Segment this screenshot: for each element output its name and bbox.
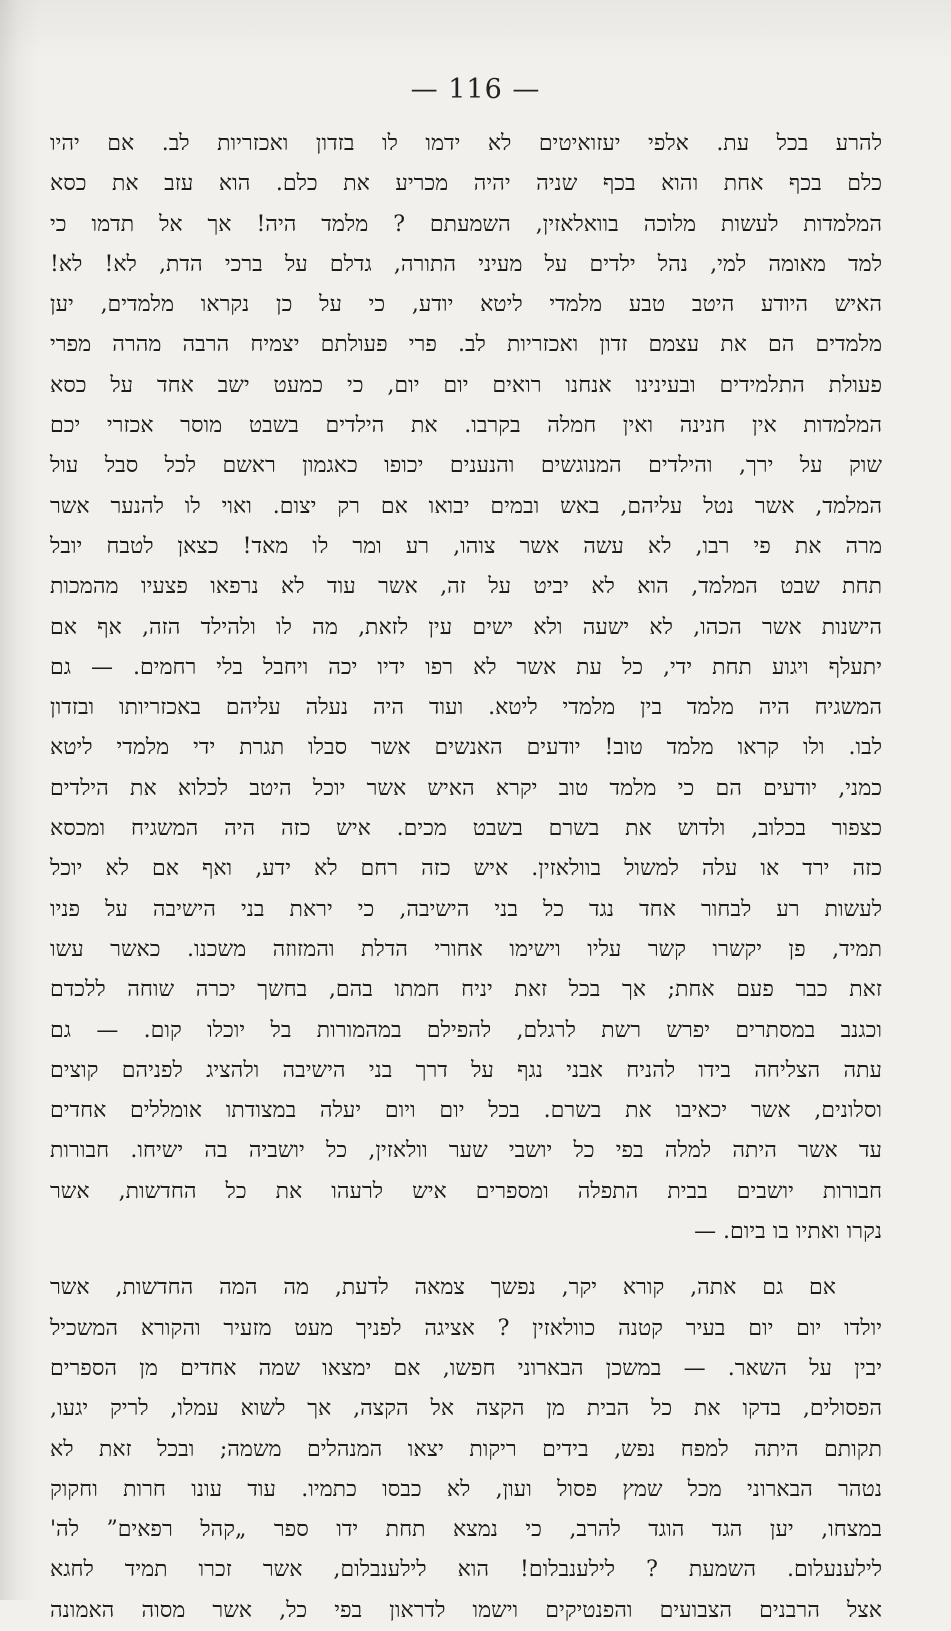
text-line: אצל הרבנים הצבועים והפנטיקים וישמו לדראון בפי כל, אשר מסוה האמונה (50, 1597, 882, 1623)
text-line: נטהר הבארוני מכל שמץ פסול ועון, לא כבסו כתמיו. עוד עונו חרות וחקוק (50, 1476, 882, 1502)
text-line: כלם בכף אחת והוא בכף שניה יהיה מכריע את כלם. הוא עזב את כסא (50, 171, 882, 197)
text-line: לילענעלום. השמעת ? לילענבלום! הוא לילענבלום, אשר זכרו תמיד לחגא (50, 1557, 882, 1583)
text-line: במצחו, יען הגד הוגד להרב, כי נמצא תחת ידו ספר „קהל רפאים” לה' (50, 1517, 882, 1543)
text-line: הפסולים, בדקו את כל הבית מן הקצה אל הקצה, אך לשוא עמלו, לריק יגעו, (50, 1396, 882, 1422)
text-line: המלמדות אין חנינה ואין חמלה בקרבו. את הילדים בשבט מוסר אכזרי יכם (50, 413, 882, 439)
text-line: כזה ירד או עלה למשול בוולאזין. איש כזה רחם לא ידע, ואף אם לא יוכל (50, 856, 882, 882)
text-line: יבין על השאר. — במשכן הבארוני חפשו, אם ימצאו שמה אחדים מן הספרים (50, 1355, 882, 1381)
text-line: עתה הצליחה בידו להניח אבני נגף על דרך בני הישיבה ולהציג לפניהם קוצים (50, 1057, 882, 1083)
text-line: לעשות רע לבחור אחד נגד כל בני הישיבה, כי יראת בני הישיבה על פניו (50, 896, 882, 922)
page-number: — 116 — (410, 74, 541, 105)
text-line: לבו. ולו קראו מלמד טוב! יודעים האנשים אשר סבלו תגרת ידי מלמדי ליטא (50, 735, 882, 761)
text-line: תמיד, פן יקשרו קשר עליו וישימו אחורי הדלת והמזוזה משכנו. כאשר עשו (50, 936, 882, 962)
text-line: המשגיח היה מלמד בין מלמדי ליטא. ועוד היה נעלה עליהם באכזריותו ובזדון (50, 695, 882, 721)
text-line: פעולת התלמידים ובעינינו אנחנו רואים יום יום, כי כמעט ישב אחד על כסא (50, 372, 882, 398)
text-line: תקותם היתה למפח נפש, בידים ריקות יצאו המנהלים משמה; ובכל זאת לא (50, 1436, 882, 1462)
text-line: המלמדות לעשות מלוכה בוואלאזין, השמעתם ? מלמד היה! אך אל תדמו כי (50, 211, 882, 237)
text-line: זאת כבר פעם אחת; אך בכל זאת יניח חמתו בהם, בחשך יכרה שוחה ללכדם (50, 977, 882, 1003)
text-line: הישנות אשר הכהו, לא ישעה ולא ישים עין לזאת, מה לו ולהילד הזה, אף אם (50, 614, 882, 640)
text-line: המלמד, אשר נטל עליהם, באש ובמים יבואו אם רק יצום. ואוי לו להנער אשר (50, 493, 882, 519)
text-line: מרה את פי רבו, לא עשה אשר צוהו, רע ומר לו מאד! כצאן לטבח יובל (50, 533, 882, 559)
text-line: למד מאומה למי, נהל ילדים על מעיני התורה, גדלם על ברכי הדת, לא! לא! (50, 251, 882, 277)
text-line: כצפור בכלוב, ולדוש את בשרם בשבט מכים. איש כזה היה המשגיח ומכסא (50, 816, 882, 842)
text-line: תחת שבט המלמד, הוא לא יביט על זה, אשר עוד לא נרפאו פצעיו מהמכות (50, 574, 882, 600)
text-line: עד אשר היתה למלה בפי כל יושבי שער וולאזין, כל יושביה בה ישיחו. חבורות (50, 1138, 882, 1164)
paragraph-spacer (50, 1252, 882, 1268)
text-line: וכגנב במסתרים יפרש רשת לרגלם, להפילם במהמורות בל יוכלו קום. — גם (50, 1017, 882, 1043)
paragraph-2 (50, 1268, 882, 1631)
text-line: וסלונים, אשר יכאיבו את בשרם. בכל יום ויום יעלה במצודתו אומללים אחדים (50, 1098, 882, 1124)
text-line: חבורות יושבים בבית התפלה ומספרים איש לרעהו את כל החדשות, אשר (50, 1178, 882, 1204)
text-line: מלמדים הם את עצמם זדון ואכזריות לב. פרי פעולתם יצמיח הרבה מהרה מפרי (50, 332, 882, 358)
text-line: כמני, יודעים הם כי מלמד טוב יקרא האיש אשר יוכל היטב לכלוא את הילדים (50, 775, 883, 801)
text-line: שוק על ירך, והילדים המנוגשים והנענים יכופו כאגמון ראשם לכל סבל עול (50, 453, 882, 479)
text-line: נקרו ואתיו בו ביום. — (694, 1219, 882, 1245)
page-text (50, 124, 882, 1631)
text-line: האיש היודע היטב טבע מלמדי ליטא יודע, כי על כן נקראו מלמדים, יען (50, 292, 882, 318)
paragraph-1 (50, 124, 882, 1252)
text-line: יולדו יום יום בעיר קטנה כוולאזין ? אציגה לפניך מעט מזעיר והקורא המשכיל (50, 1315, 882, 1341)
text-line: להרע בכל עת. אלפי יעזואיטים לא ידמו לו בזדון ואכזריות לב. אם יהיו (50, 131, 882, 156)
text-line: יתעלף ויגוע תחת ידי, כל עת אשר לא רפו ידיו יכה ויחבל בלי רחמים. — גם (50, 654, 882, 680)
text-line: אם גם אתה, קורא יקר, נפשך צמאה לדעת, מה המה החדשות, אשר (50, 1275, 836, 1301)
